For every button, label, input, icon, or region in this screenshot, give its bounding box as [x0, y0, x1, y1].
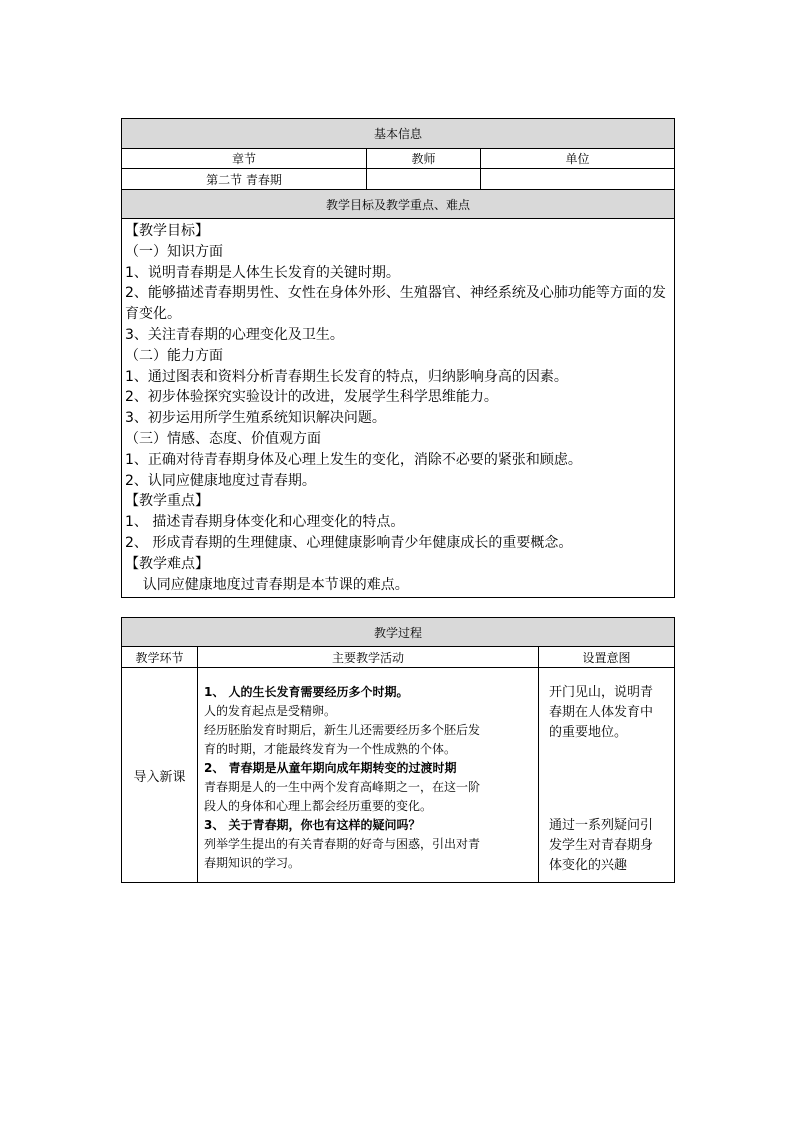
goals-line: 1、说明青春期是人体生长发育的关键时期。 [125, 264, 400, 281]
activity-line: 育的时期，才能最终发育为一个性成熟的个体。 [204, 742, 457, 756]
goals-content [122, 219, 675, 598]
activity-column-header: 主要教学活动 [198, 647, 539, 668]
stage-cell: 导入新课 [122, 668, 198, 883]
goals-line: 2、初步体验探究实验设计的改进，发展学生科学思维能力。 [125, 389, 498, 406]
intent-cell [539, 668, 675, 883]
activity-line: 列举学生提出的有关青春期的好奇与困惑，引出对青 [204, 837, 481, 851]
goals-line: 认同应健康地度过青春期是本节课的难点。 [125, 576, 409, 593]
intent-line: 开门见山，说明青 [549, 685, 654, 700]
teacher-column-header: 教师 [367, 149, 481, 169]
intent-spacer [549, 743, 668, 816]
goals-line: 3、关注青春期的心理变化及卫生。 [125, 326, 344, 343]
goals-header: 教学目标及教学重点、难点 [122, 190, 675, 219]
goals-line: 2、能够描述青春期男性、女性在身体外形、生殖器官、神经系统及心肺功能等方面的发育变化。 [125, 285, 666, 323]
goals-line: 【教学重点】 [125, 493, 209, 510]
goals-line: （一）知识方面 [125, 243, 223, 260]
goals-line: 1、 描述青春期身体变化和心理变化的特点。 [125, 514, 405, 531]
goals-line: 【教学目标】 [125, 223, 209, 239]
activity-line: 1、 人的生长发育需要经历多个时期。 [204, 685, 409, 699]
activity-cell [198, 668, 539, 883]
intent-line: 的重要地位。 [549, 725, 628, 740]
goals-line: 1、通过图表和资料分析青春期生长发育的特点，归纳影响身高的因素。 [125, 368, 568, 385]
unit-value [481, 169, 675, 190]
activity-line: 段人的身体和心理上都会经历重要的变化。 [204, 799, 433, 813]
intent-column-header: 设置意图 [539, 647, 675, 668]
goals-line: （二）能力方面 [125, 347, 223, 364]
process-header: 教学过程 [122, 618, 675, 647]
intent-line: 春期在人体发育中 [549, 705, 654, 720]
goals-line: 1、正确对待青春期身体及心理上发生的变化，消除不必要的紧张和顾虑。 [125, 451, 582, 468]
activity-line: 2、 青春期是从童年期向成年期转变的过渡时期 [204, 761, 457, 775]
teaching-process-table [121, 617, 675, 883]
goals-line: （三）情感、态度、价值观方面 [125, 430, 321, 447]
goals-line: 2、 形成青春期的生理健康、心理健康影响青少年健康成长的重要概念。 [125, 534, 573, 551]
activity-line: 青春期是人的一生中两个发育高峰期之一，在这一阶 [204, 780, 481, 794]
chapter-value: 第二节 青春期 [122, 169, 367, 190]
stage-column-header: 教学环节 [122, 647, 198, 668]
intent-line: 体变化的兴趣 [549, 858, 628, 873]
goals-line: 【教学难点】 [125, 555, 209, 572]
goals-line: 2、认同应健康地度过青春期。 [125, 472, 316, 489]
chapter-column-header: 章节 [122, 149, 367, 169]
intent-line: 通过一系列疑问引 [549, 818, 654, 833]
activity-line: 3、 关于青春期，你也有这样的疑问吗？ [204, 818, 421, 832]
goals-line: 3、初步运用所学生殖系统知识解决问题。 [125, 410, 386, 427]
teacher-value [367, 169, 481, 190]
unit-column-header: 单位 [481, 149, 675, 169]
basic-info-table [121, 118, 675, 598]
activity-line: 春期知识的学习。 [204, 856, 301, 870]
activity-line: 经历胚胎发育时期后，新生儿还需要经历多个胚后发 [204, 723, 481, 737]
activity-line: 人的发育起点是受精卵。 [204, 704, 337, 718]
basic-info-header: 基本信息 [122, 119, 675, 149]
intent-line: 发学生对青春期身 [549, 838, 654, 853]
